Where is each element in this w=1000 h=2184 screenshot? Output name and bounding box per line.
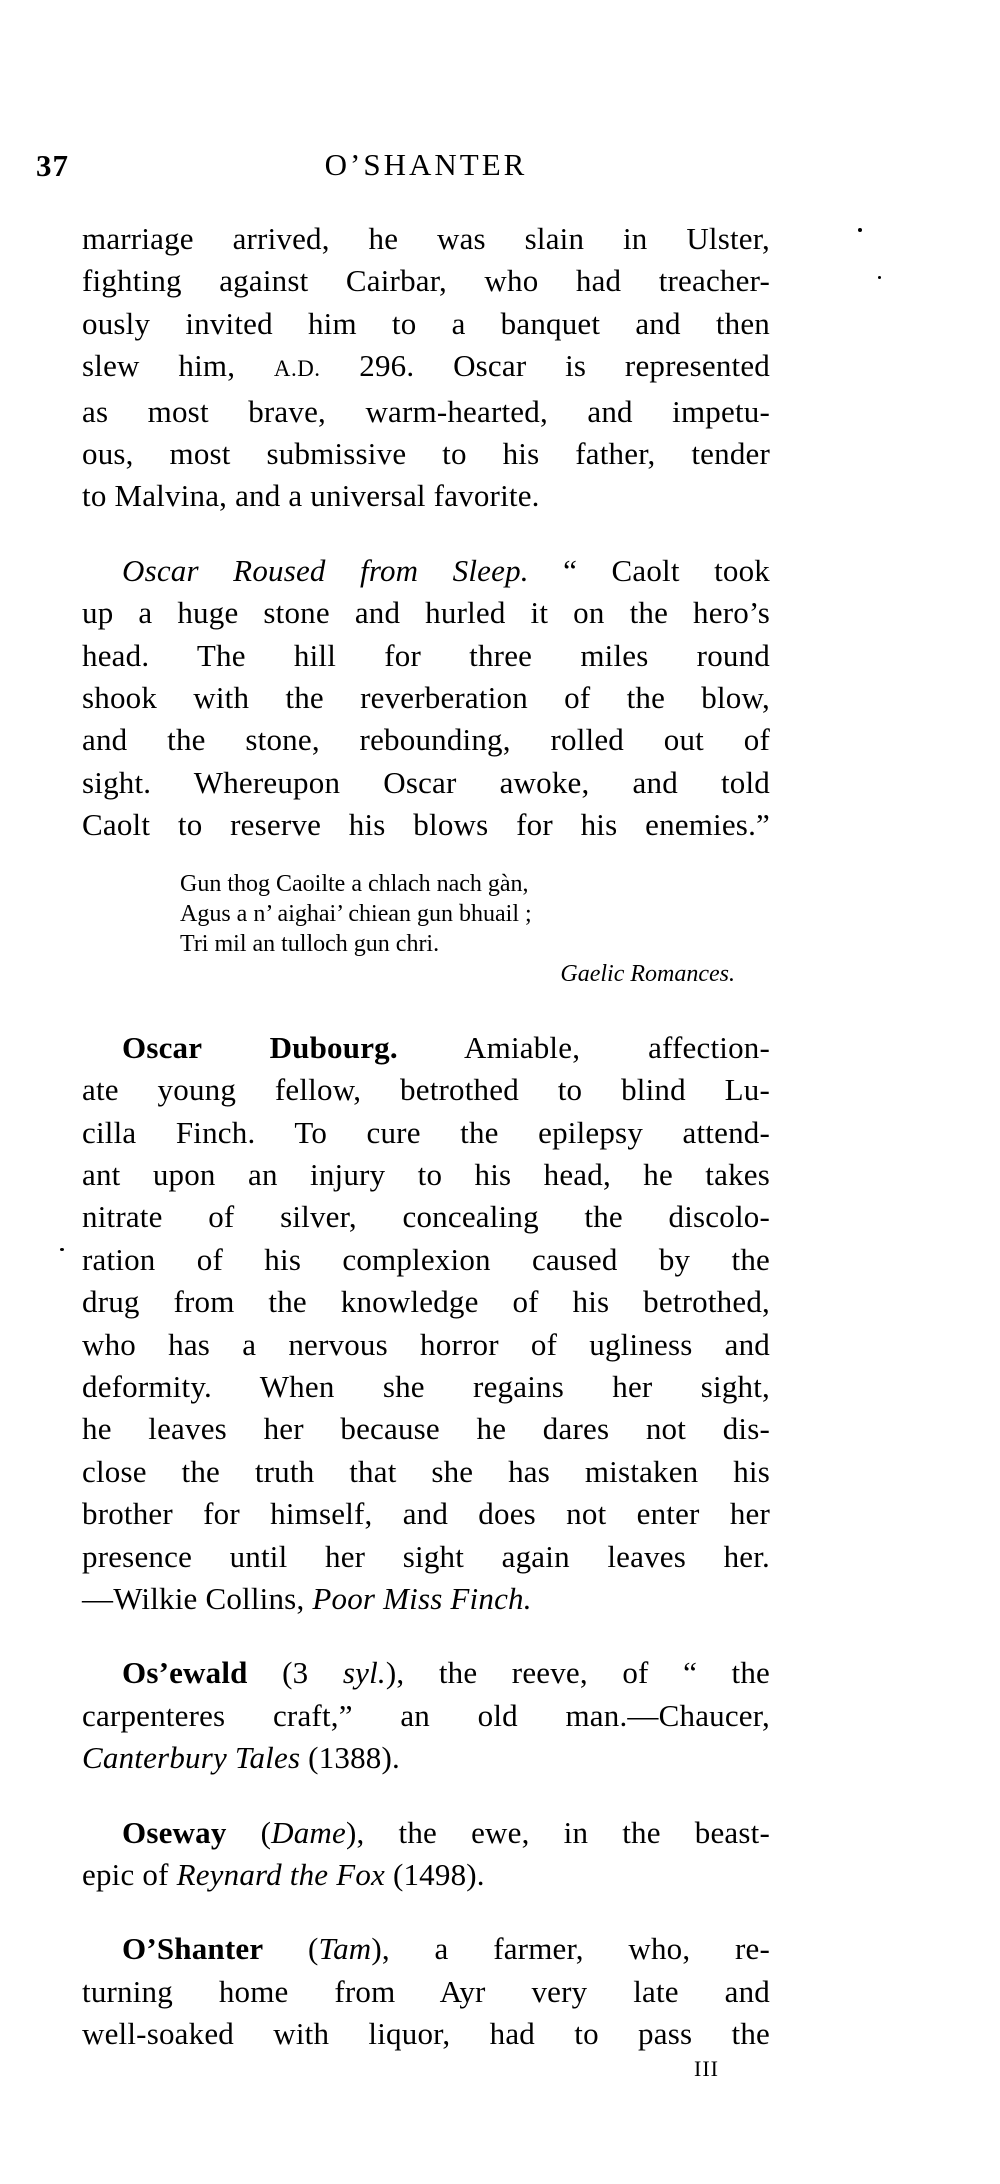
text-run: ous, most submissive to his father, tender — [82, 436, 770, 472]
text-line — [82, 1069, 770, 1111]
text-line — [82, 1971, 770, 2013]
gaelic-verse-quote — [180, 869, 770, 989]
text-run: close the truth that she has mistaken his — [82, 1453, 770, 1489]
text-line — [82, 804, 770, 846]
text-run: epic of — [82, 1857, 177, 1892]
text-run: ), the ewe, in the beast- — [345, 1814, 770, 1850]
text-run: ( — [263, 1931, 319, 1967]
italic-text: Poor Miss Finch. — [312, 1580, 532, 1616]
italic-text: syl. — [342, 1655, 386, 1691]
text-run: (1388). — [300, 1740, 400, 1776]
text-run: “ Caolt took — [528, 552, 770, 588]
text-line — [82, 1812, 770, 1854]
text-run: well-soaked with liquor, had to pass the — [82, 2016, 770, 2052]
page-number: 37 — [36, 148, 69, 183]
verse-line — [180, 899, 770, 929]
entry-headword: O’Shanter — [122, 1931, 264, 1967]
text-line — [82, 1112, 770, 1154]
text-run: slew him, — [82, 348, 274, 384]
text-run: Caolt to reserve his blows for his enemies.” — [82, 807, 770, 843]
text-run: ( — [226, 1814, 272, 1850]
text-line — [82, 1027, 770, 1069]
text-line — [82, 1536, 770, 1578]
text-run: Amiable, affection- — [397, 1029, 770, 1065]
text-run: carpenteres craft,” an old man.—Chaucer, — [82, 1697, 770, 1733]
text-line — [82, 677, 770, 719]
text-run: turning home from Ayr very late and — [82, 1973, 770, 2009]
entry-headword: Os’ewald — [122, 1655, 248, 1691]
text-line — [82, 303, 770, 345]
text-line — [82, 1408, 770, 1450]
italic-text: Oscar Roused from Sleep. — [122, 552, 529, 588]
text-line — [82, 1239, 770, 1281]
text-run: (1498). — [385, 1857, 485, 1892]
text-line — [82, 391, 770, 433]
text-line — [82, 1854, 770, 1896]
text-run: ate young fellow, betrothed to blind Lu- — [82, 1072, 770, 1108]
text-line — [82, 635, 770, 677]
text-run: cilla Finch. To cure the epilepsy attend- — [82, 1114, 770, 1150]
text-run: ously invited him to a banquet and then — [82, 305, 770, 341]
text-line — [82, 1695, 770, 1737]
text-run: drug from the knowledge of his betrothed, — [82, 1284, 770, 1320]
text-run: (3 — [247, 1655, 343, 1691]
text-run: sight. Whereupon Oscar awoke, and told — [82, 764, 770, 800]
verse-line — [180, 869, 770, 899]
scan-speck — [878, 276, 881, 279]
text-run: deformity. When she regains her sight, — [82, 1368, 770, 1404]
text-run: head. The hill for three miles round — [82, 637, 770, 673]
text-line — [82, 433, 770, 475]
text-run: who has a nervous horror of ugliness and — [82, 1326, 770, 1362]
italic-text: Reynard the Fox — [176, 1857, 385, 1892]
oscar-dubourg-entry — [82, 1027, 770, 1621]
text-run: ration of his complexion caused by the — [82, 1241, 770, 1277]
text-line — [82, 1366, 770, 1408]
text-run: nitrate of silver, concealing the discolo- — [82, 1199, 770, 1235]
text-run: as most brave, warm-hearted, and impetu- — [82, 393, 770, 429]
small-caps-text: A.D. — [273, 356, 321, 382]
text-run: he leaves her because he dares not dis- — [82, 1411, 770, 1447]
text-line — [82, 2013, 770, 2055]
italic-text: Dame — [271, 1814, 346, 1850]
text-run: —Wilkie Collins, — [82, 1580, 313, 1616]
text-line — [82, 260, 770, 302]
signature-mark: III — [694, 2056, 719, 2081]
text-run: up a huge stone and hurled it on the hero’s — [82, 595, 770, 631]
text-run: shook with the reverberation of the blow, — [82, 680, 770, 716]
text-run: fighting against Cairbar, who had treacher- — [82, 263, 770, 299]
entry-headword: Oseway — [122, 1814, 227, 1850]
running-head: O’SHANTER — [324, 147, 528, 182]
verse-attribution: Gaelic Romances. — [560, 960, 735, 987]
scan-speck — [60, 1248, 64, 1251]
text-run: and the stone, rebounding, rolled out of — [82, 722, 770, 758]
text-run: ant upon an injury to his head, he takes — [82, 1156, 770, 1192]
text-line — [82, 1154, 770, 1196]
text-line — [82, 218, 770, 260]
text-line — [82, 1928, 770, 1970]
text-line — [82, 1196, 770, 1238]
italic-text: Tam — [318, 1931, 372, 1967]
text-run: 296. Oscar is represented — [320, 348, 770, 384]
scan-speck — [858, 228, 862, 232]
text-run: marriage arrived, he was slain in Ulster, — [82, 221, 770, 256]
verse-line — [180, 929, 770, 959]
text-line — [82, 1652, 770, 1694]
text-run: ), a farmer, who, re- — [371, 1931, 770, 1967]
text-line — [82, 762, 770, 804]
text-line — [82, 592, 770, 634]
text-line — [82, 550, 770, 592]
oshanter-entry — [82, 1928, 770, 2055]
text-run: Agus a n’ aighai’ chiean gun bhuail ; — [180, 900, 532, 927]
text-run: Gun thog Caoilte a chlach nach gàn, — [180, 870, 529, 897]
oseway-entry — [82, 1812, 770, 1897]
text-run: ), the reeve, of “ the — [385, 1655, 771, 1691]
osewald-entry — [82, 1652, 770, 1779]
text-line — [82, 475, 770, 517]
text-line — [82, 719, 770, 761]
entry-headword: Oscar Dubourg. — [122, 1029, 398, 1065]
text-column — [82, 218, 770, 2088]
text-run: brother for himself, and does not enter her — [82, 1496, 770, 1532]
text-line — [82, 1324, 770, 1366]
text-line — [82, 1493, 770, 1535]
oscar-roused-from-sleep-paragraph — [82, 550, 770, 847]
text-line — [82, 1737, 770, 1779]
text-line — [82, 1281, 770, 1323]
text-run: presence until her sight again leaves her. — [82, 1538, 770, 1574]
text-line — [82, 345, 770, 390]
text-run: to Malvina, and a universal favorite. — [82, 478, 540, 514]
italic-text: Canterbury Tales — [82, 1740, 301, 1776]
oscar-entry-continuation — [82, 218, 770, 518]
text-line — [82, 1451, 770, 1493]
text-run: Tri mil an tulloch gun chri. — [180, 930, 440, 957]
text-line — [82, 1578, 770, 1620]
